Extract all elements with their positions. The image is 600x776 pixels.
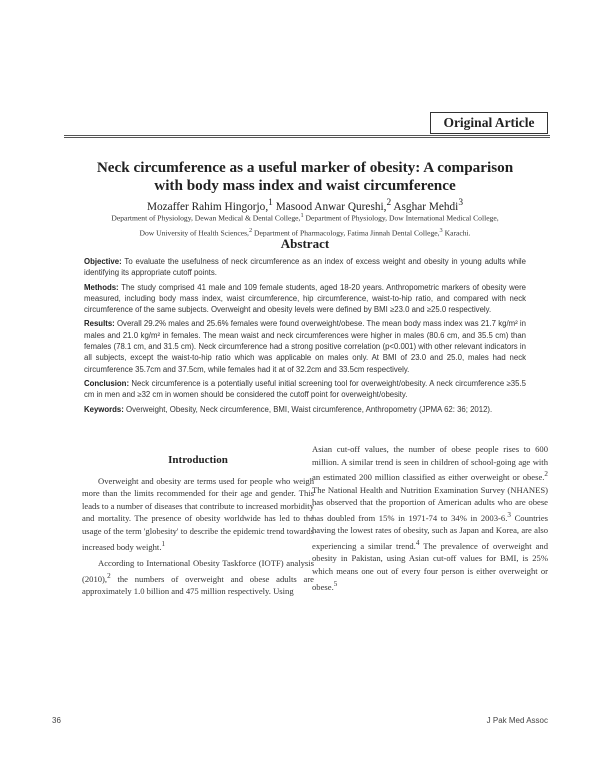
objective-label: Objective: bbox=[84, 257, 122, 266]
affiliation-2: Department of Physiology, Dow International Medical College, bbox=[303, 213, 499, 223]
affiliation-1: Department of Physiology, Dewan Medical & Dental College, bbox=[111, 213, 301, 223]
right-p1-ref-a: 2 bbox=[544, 470, 548, 479]
author-1: Mozaffer Rahim Hingorjo, bbox=[146, 200, 269, 213]
methods-text: The study comprised 41 male and 109 female students, aged 18-20 years. Anthropometric markers of obesity were measured, including body mass index, waist circumference, hip circumference, waist-to-hip ratio, and compared with neck circumference of the same subjects. Overweight and obesity levels were defined by BMI ≥23.0 and ≥25.0 respectively. bbox=[84, 282, 526, 315]
intro-paragraph-2 bbox=[82, 557, 314, 598]
objective-text: To evaluate the usefulness of neck circumference as an index of excess weight and obesity in young adults while identifying its appropriate cutoff points. bbox=[84, 257, 526, 278]
right-p1-text-d: The prevalence of overweight and obesity in Pakistan, using Asian cut-off values for BMI, is 25% which means one out of every four person is either overweight or obese. bbox=[312, 540, 549, 592]
paper-title bbox=[70, 159, 540, 195]
intro-p2-text-a: According to International Obesity Taskforce (IOTF) analysis (2010), bbox=[82, 558, 314, 584]
abstract-objective bbox=[84, 256, 526, 279]
right-p1-text-c: Countries having the lowest rates of obesity, such as Japan and Korea, are also experiencing a similar trend. bbox=[312, 512, 548, 551]
methods-label: Methods: bbox=[84, 282, 119, 292]
author-2: Masood Anwar Qureshi, bbox=[272, 200, 387, 213]
right-p1-ref-d: 5 bbox=[333, 579, 338, 588]
conclusion-label: Conclusion: bbox=[84, 378, 130, 388]
title-line-1: Neck circumference as a useful marker of obesity: A comparison bbox=[96, 159, 514, 176]
right-p1-text-b: The National Health and Nutrition Examination Survey (NHANES) has observed that the proportion of American adults who are obese has doubled from 15% in 1971-74 to 34% in 2003-6. bbox=[312, 484, 548, 523]
author-2-ref: 2 bbox=[386, 198, 392, 208]
abstract-heading: Abstract bbox=[280, 236, 330, 251]
affiliation-1-ref: 1 bbox=[300, 212, 304, 219]
header-rule-bottom bbox=[64, 137, 550, 138]
affiliation-2-cont: Dow University of Health Sciences, bbox=[139, 228, 249, 238]
header-rule-top bbox=[64, 135, 550, 136]
page-number: 36 bbox=[52, 716, 61, 725]
results-text: Overall 29.2% males and 25.6% females were found overweight/obese. The mean body mass index was 21.7 kg/m² in males and 21.0 kg/m² in females. The mean waist and neck circumferences were higher in males (80.6 cm, and 35.5 cm) than females (78.1 cm, and 31.5 cm). Neck circumference had a strong positive correlation (p<0.001) with other relevant indicators in all subjects, except the waist-to-hip ratio which was applicable on males only. At BMI of 23.0 and 25.0, males had neck circumference 35.7cm and 37.5cm, while females had it at of 32.2cm and 33.5cm respectively. bbox=[84, 319, 526, 374]
abstract-conclusion bbox=[84, 378, 526, 401]
article-type-badge: Original Article bbox=[430, 112, 548, 134]
author-1-ref: 1 bbox=[268, 198, 273, 208]
introduction-heading: Introduction bbox=[168, 454, 228, 466]
affiliation-city: Karachi. bbox=[442, 228, 471, 238]
conclusion-text: Neck circumference is a potentially useful initial screening tool for overweight/obesity. A neck circumference ≥35.5 cm in men and ≥32 cm in women should be considered the cutoff point for overweight/obesity. bbox=[84, 378, 526, 400]
intro-paragraph-1 bbox=[82, 475, 314, 553]
affiliation-3: Department of Pharmacology, Fatima Jinnah Dental College, bbox=[252, 228, 440, 238]
right-p1-ref-b: 3 bbox=[507, 510, 511, 519]
author-3-ref: 3 bbox=[458, 198, 464, 208]
left-column bbox=[82, 451, 314, 602]
affiliation-2-ref: 2 bbox=[248, 226, 253, 234]
intro-p1-text: Overweight and obesity are terms used for people who weigh more than the limits recommended for their age and gender. This leads to a number of diseases that contribute to increased morbidity and mortality. The presence of obesity worldwide has led to the usage of the term 'globesity' to describe the epidemic trend towards increased body weight. bbox=[82, 475, 314, 552]
right-p1-ref-c: 4 bbox=[415, 538, 420, 547]
intro-p1-ref: 1 bbox=[161, 539, 166, 548]
results-label: Results: bbox=[84, 319, 115, 329]
right-paragraph-1 bbox=[312, 443, 548, 593]
right-p1-text-a: Asian cut-off values, the number of obese people rises to 600 million. A similar trend is seen in children of school-going age with an estimated 200 million classified as either overweight or obese. bbox=[312, 444, 548, 483]
keywords-label: Keywords: bbox=[84, 404, 124, 414]
affiliation-line-1 bbox=[70, 210, 540, 225]
keywords-text: Overweight, Obesity, Neck circumference, BMI, Waist circumference, Anthropometry (JPMA 62: 36; 2012). bbox=[123, 404, 493, 414]
abstract-keywords bbox=[84, 404, 526, 415]
intro-p2-text-b: the numbers of overweight and obese adults are approximately 1.0 billion and 475 million respectively. Using bbox=[82, 573, 314, 597]
affiliations bbox=[70, 210, 540, 239]
abstract-body bbox=[84, 256, 526, 418]
affiliation-3-ref: 3 bbox=[439, 226, 443, 234]
abstract-results bbox=[84, 318, 526, 374]
abstract-methods bbox=[84, 282, 526, 316]
intro-p2-ref: 2 bbox=[107, 571, 111, 580]
author-3: Asghar Mehdi bbox=[391, 200, 459, 213]
title-line-2: with body mass index and waist circumference bbox=[154, 177, 456, 194]
journal-footer: J Pak Med Assoc bbox=[486, 716, 548, 725]
right-column bbox=[312, 443, 548, 597]
